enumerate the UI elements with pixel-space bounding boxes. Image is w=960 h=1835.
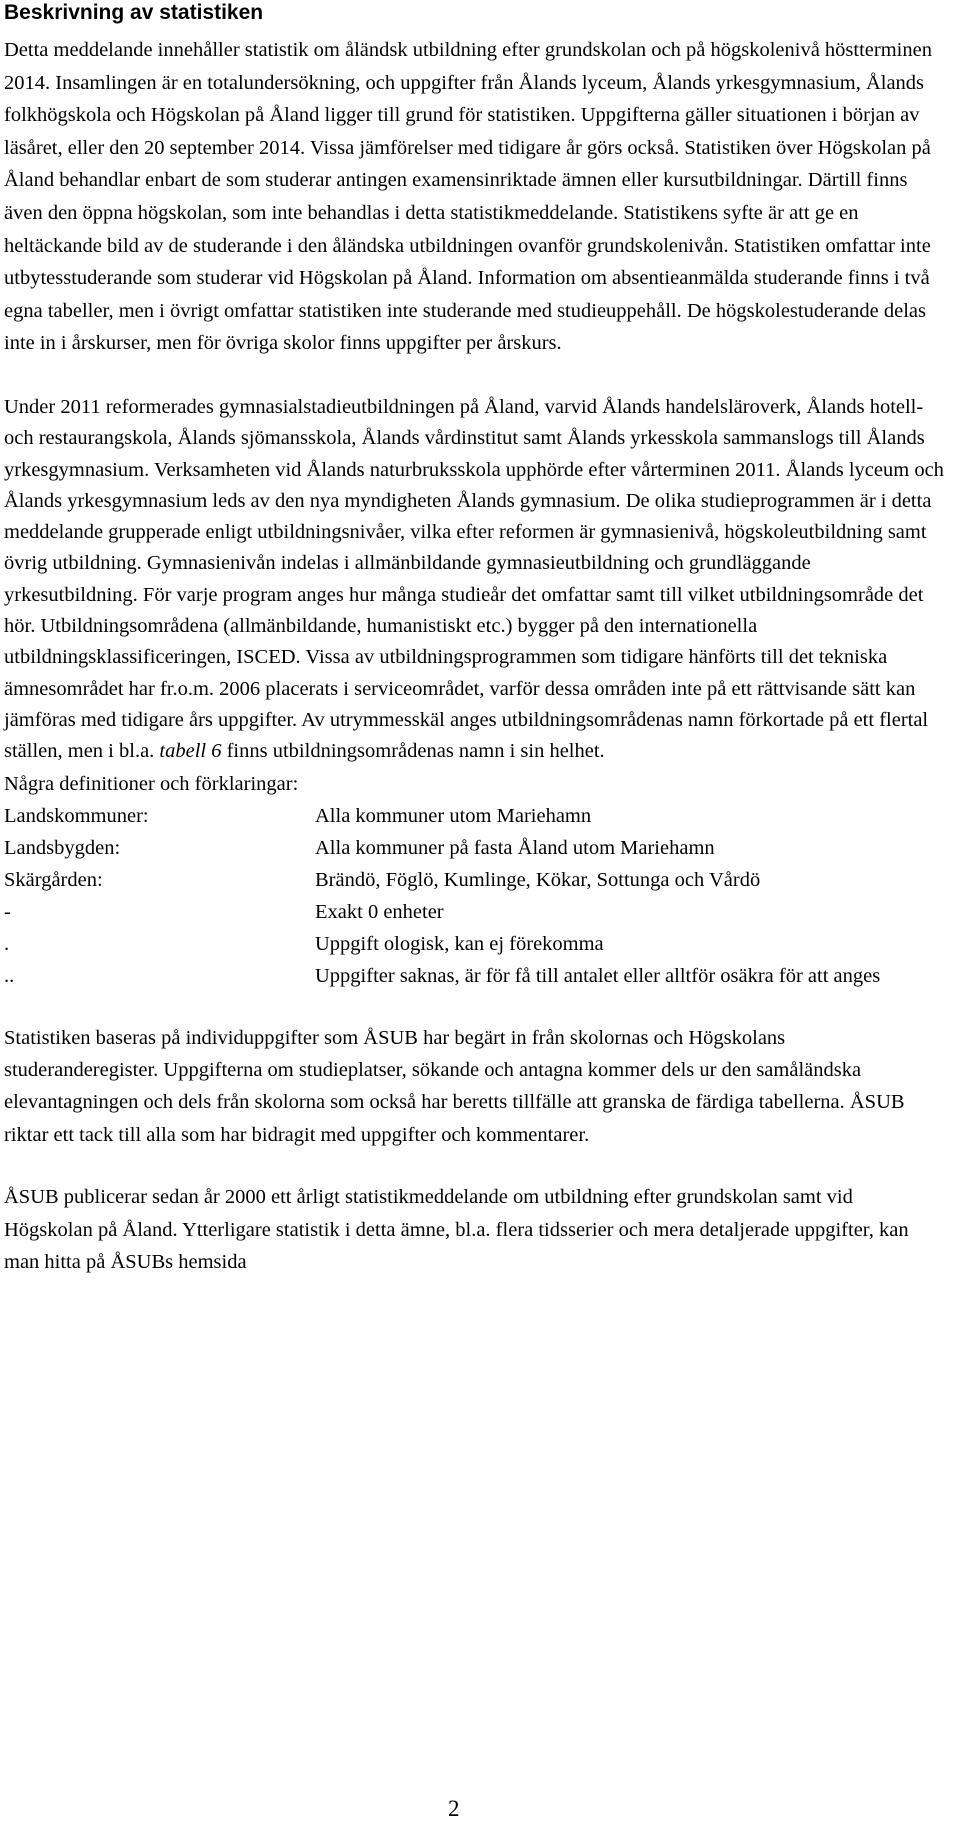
paragraph-reform-end: finns utbildningsområdenas namn i sin helhet. <box>226 740 605 763</box>
definition-desc: Alla kommuner på fasta Åland utom Mariehamn <box>315 836 715 859</box>
definition-term: Skärgården: <box>4 868 103 891</box>
definition-row <box>4 800 944 832</box>
definition-row <box>4 896 944 928</box>
definition-desc: Exakt 0 enheter <box>315 900 444 923</box>
table-reference: tabell 6 <box>159 740 222 763</box>
definitions-list <box>4 768 944 992</box>
definition-term: - <box>4 900 11 923</box>
definition-row <box>4 960 944 992</box>
definition-term: . <box>4 932 10 955</box>
definition-desc: Uppgifter saknas, är för få till antalet eller alltför osäkra för att anges <box>315 964 881 987</box>
definition-row <box>4 832 944 864</box>
definition-term: Landsbygden: <box>4 836 121 859</box>
definition-term: .. <box>4 964 15 987</box>
definition-row <box>4 864 944 896</box>
section-heading: Beskrivning av statistiken <box>4 1 264 24</box>
document-page <box>4 0 944 1279</box>
definition-row <box>4 928 944 960</box>
definition-desc: Alla kommuner utom Mariehamn <box>315 804 592 827</box>
paragraph-description: Detta meddelande innehåller statistik om åländsk utbildning efter grundskolan och på högskolenivå höstterminen 2014. Insamlingen är en totalundersökning, och uppgifter från Ålands lyceum, Ålands yrkesgymnasium, Ålands folkhögskola och Högskolan på Åland ligger till grund för statistiken. Uppgifterna gäller situationen i början av läsåret, eller den 20 september 2014. Vissa jämförelser med tidigare år görs också. Statistiken över Högskolan på Åland behandlar enbart de som studerar antingen examensinriktade ämnen eller kursutbildningar. Därtill finns även den öppna högskolan, som inte behandlas i detta statistikmeddelande. Statistikens syfte är att ge en heltäckande bild av de studerande i den åländska utbildningen ovanför grundskolenivån. Statistiken omfattar inte utbytesstuderande som studerar vid Högskolan på Åland. Information om absentieanmälda studerande finns i två egna tabeller, men i övrigt omfattar statistiken inte studerande med studieuppehåll. De högskolestuderande delas inte in i årskurser, men för övriga skolor finns uppgifter per årskurs. <box>4 39 932 355</box>
paragraph-publication: ÅSUB publicerar sedan år 2000 ett årligt statistikmeddelande om utbildning efter grundskolan samt vid Högskolan på Åland. Ytterligare statistik i detta ämne, bl.a. flera tidsserier och mera detaljerade uppgifter, kan man hitta på ÅSUBs hemsida <box>4 1186 909 1274</box>
definition-desc: Brändö, Föglö, Kumlinge, Kökar, Sottunga och Vårdö <box>315 868 761 891</box>
definition-desc: Uppgift ologisk, kan ej förekomma <box>315 932 604 955</box>
paragraph-reform <box>4 392 944 768</box>
definition-term: Landskommuner: <box>4 804 149 827</box>
page-number: 2 <box>448 1796 460 1821</box>
paragraph-sources: Statistiken baseras på individuppgifter som ÅSUB har begärt in från skolornas och Högskolans studeranderegister. Uppgifterna om studieplatser, sökande och antagna kommer dels ur den samåländska elevantagningen och dels från skolorna som också har beretts tillfälle att granska de färdiga tabellerna. ÅSUB riktar ett tack till alla som har bidragit med uppgifter och kommentarer. <box>4 1026 905 1146</box>
paragraph-reform-text: Under 2011 reformerades gymnasialstadieutbildningen på Åland, varvid Ålands handelsläroverk, Ålands hotell- och restaurangskola, Ålands sjömansskola, Ålands vårdinstitut samt Ålands yrkesskola sammanslogs till Ålands yrkesgymnasium. Verksamheten vid Ålands naturbruksskola upphörde efter vårterminen 2011. Ålands lyceum och Ålands yrkesgymnasium leds av den nya myndigheten Ålands gymnasium. De olika studieprogrammen är i detta meddelande grupperade enligt utbildningsnivåer, vilka efter reformen är gymnasienivå, högskoleutbildning samt övrig utbildning. Gymnasienivån indelas i allmänbildande gymnasieutbildning och grundläggande yrkesutbildning. För varje program anges hur många studieår det omfattar samt till vilket utbildningsområde det hör. Utbildningsområdena (allmänbildande, humanistiskt etc.) bygger på den internationella utbildningsklassificeringen, ISCED. Vissa av utbildningsprogrammen som tidigare hänförts till det tekniska ämnesområdet har fr.o.m. 2006 placerats i serviceområdet, varför dessa områden inte på ett rättvisande sätt kan jämföras med tidigare års uppgifter. Av utrymmesskäl anges utbildningsområdenas namn förkortade på ett flertal ställen, men i bl.a. <box>4 395 944 763</box>
definitions-title: Några definitioner och förklaringar: <box>4 772 299 795</box>
